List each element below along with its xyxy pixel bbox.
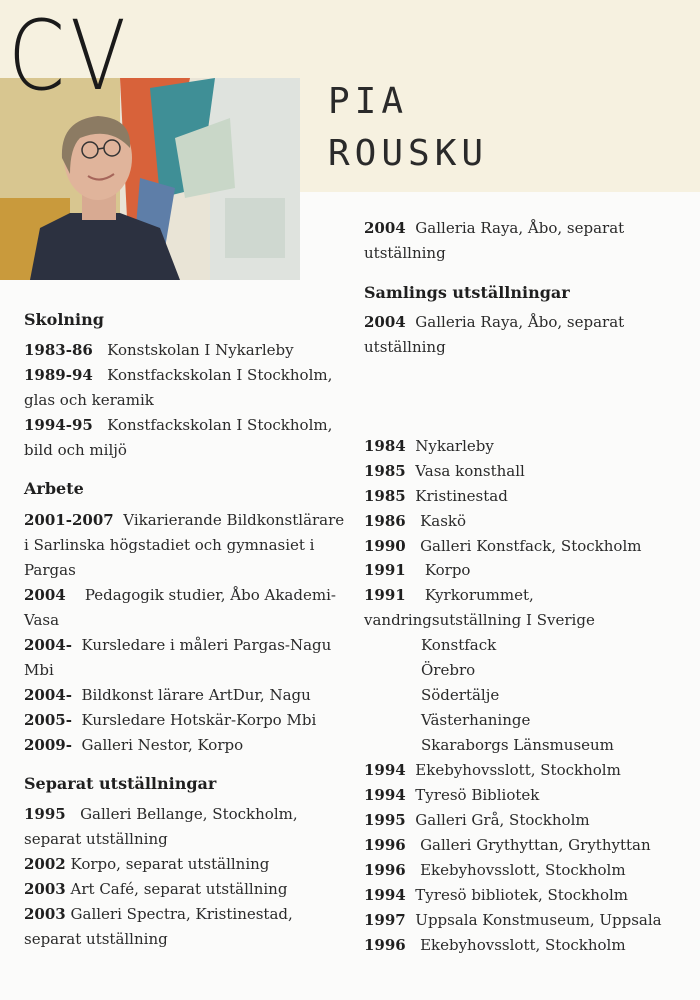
section-heading-separat: Separat utställningar xyxy=(24,774,217,793)
tour-venue: Södertälje xyxy=(421,686,500,704)
entry-year: 2004- xyxy=(24,636,72,654)
last-name: ROUSKU xyxy=(328,133,489,174)
entry-year: 1995 xyxy=(364,811,406,829)
list-item xyxy=(364,459,525,484)
list-item xyxy=(364,883,628,908)
entry-year: 1996 xyxy=(364,861,406,879)
entry-year: 1994 xyxy=(364,886,406,904)
entry-text: Galleri Grythyttan, Grythyttan xyxy=(420,836,651,854)
entry-year: 2002 xyxy=(24,855,66,873)
entry-year: 1985 xyxy=(364,462,406,480)
entry-year: 1991 xyxy=(364,586,406,604)
tour-venue: Skaraborgs Länsmuseum xyxy=(421,736,614,754)
entry-text: Galleria Raya, Åbo, separat xyxy=(415,313,625,331)
entry-text: Korpo xyxy=(424,561,471,579)
entry-text: Kyrkorummet, xyxy=(424,586,534,604)
list-item xyxy=(364,858,626,883)
entry-year: 1985 xyxy=(364,487,406,505)
entry-year: 1996 xyxy=(364,936,406,954)
entry-text: Ekebyhovsslott, Stockholm xyxy=(420,936,626,954)
list-item xyxy=(364,908,662,933)
entry-year: 2003 xyxy=(24,880,66,898)
entry-text: Galleri Konstfack, Stockholm xyxy=(420,537,642,555)
list-item xyxy=(24,633,331,658)
entry-continuation: Vasa xyxy=(24,611,60,629)
entry-text: Kursledare Hotskär-Korpo Mbi xyxy=(81,711,317,729)
section-heading-arbete: Arbete xyxy=(24,479,84,498)
entry-text: Galleri Grå, Stockholm xyxy=(415,811,590,829)
entry-text: Galleri Bellange, Stockholm, xyxy=(80,805,298,823)
list-item xyxy=(364,216,624,241)
entry-year: 2003 xyxy=(24,905,66,923)
entry-year: 2009- xyxy=(24,736,72,754)
entry-year: 2005- xyxy=(24,711,72,729)
list-item xyxy=(364,484,508,509)
entry-year: 1997 xyxy=(364,911,406,929)
entry-year: 2004 xyxy=(364,219,406,237)
entry-text: Kristinestad xyxy=(415,487,508,505)
list-item xyxy=(364,808,590,833)
list-item xyxy=(24,852,269,877)
entry-text: Konstskolan I Nykarleby xyxy=(107,341,294,359)
entry-continuation: utställning xyxy=(364,338,446,356)
list-item xyxy=(24,508,344,533)
entry-year: 2004- xyxy=(24,686,72,704)
entry-text: Vasa konsthall xyxy=(415,462,525,480)
section-heading-samlings: Samlings utställningar xyxy=(364,283,570,302)
entry-continuation: vandringsutställning I Sverige xyxy=(364,611,595,629)
entry-text: Tyresö Bibliotek xyxy=(415,786,540,804)
entry-text: Ekebyhovsslott, Stockholm xyxy=(420,861,626,879)
list-item xyxy=(364,933,626,958)
entry-continuation: separat utställning xyxy=(24,930,168,948)
entry-year: 1991 xyxy=(364,561,406,579)
entry-year: 1983-86 xyxy=(24,341,93,359)
entry-text: Galleri Spectra, Kristinestad, xyxy=(70,905,293,923)
list-item xyxy=(24,877,287,902)
list-item xyxy=(24,413,332,438)
entry-year: 1984 xyxy=(364,437,406,455)
entry-continuation: bild och miljö xyxy=(24,441,127,459)
entry-text: Vikarierande Bildkonstlärare xyxy=(123,511,345,529)
entry-year: 1986 xyxy=(364,512,406,530)
entry-text: Pedagogik studier, Åbo Akademi- xyxy=(84,586,336,604)
list-item xyxy=(364,833,651,858)
list-item xyxy=(364,310,624,335)
list-item xyxy=(24,338,294,363)
entry-text: Kursledare i måleri Pargas-Nagu xyxy=(81,636,332,654)
section-heading-skolning: Skolning xyxy=(24,310,104,329)
entry-year: 2001-2007 xyxy=(24,511,114,529)
list-item xyxy=(24,708,316,733)
entry-text: Galleria Raya, Åbo, separat xyxy=(415,219,625,237)
tour-venue: Konstfack xyxy=(421,636,497,654)
entry-text: Kaskö xyxy=(420,512,467,530)
entry-continuation: Mbi xyxy=(24,661,54,679)
list-item xyxy=(364,783,539,808)
list-item xyxy=(364,558,470,583)
entry-year: 1994 xyxy=(364,761,406,779)
list-item xyxy=(24,683,311,708)
entry-text: Ekebyhovsslott, Stockholm xyxy=(415,761,621,779)
list-item xyxy=(24,802,298,827)
list-item xyxy=(24,733,243,758)
artist-name xyxy=(328,76,488,180)
entry-text: Konstfackskolan I Stockholm, xyxy=(107,416,333,434)
entry-continuation: glas och keramik xyxy=(24,391,154,409)
list-item xyxy=(364,534,641,559)
list-item xyxy=(24,363,332,388)
entry-year: 1994-95 xyxy=(24,416,93,434)
list-item xyxy=(364,758,621,783)
list-item xyxy=(364,583,534,608)
entry-continuation: Pargas xyxy=(24,561,76,579)
entry-year: 1990 xyxy=(364,537,406,555)
entry-year: 2004 xyxy=(24,586,66,604)
entry-year: 1995 xyxy=(24,805,66,823)
entry-text: Konstfackskolan I Stockholm, xyxy=(107,366,333,384)
entry-text: Korpo, separat utställning xyxy=(70,855,270,873)
entry-text: Galleri Nestor, Korpo xyxy=(81,736,244,754)
entry-continuation: separat utställning xyxy=(24,830,168,848)
entry-continuation: utställning xyxy=(364,244,446,262)
first-name: PIA xyxy=(328,81,409,122)
tour-venue: Örebro xyxy=(421,661,476,679)
entry-year: 1994 xyxy=(364,786,406,804)
cv-title: CV xyxy=(8,0,131,112)
entry-year: 2004 xyxy=(364,313,406,331)
entry-text: Nykarleby xyxy=(415,437,494,455)
list-item xyxy=(364,434,494,459)
entry-year: 1996 xyxy=(364,836,406,854)
list-item xyxy=(364,509,466,534)
entry-year: 1989-94 xyxy=(24,366,93,384)
entry-continuation: i Sarlinska högstadiet och gymnasiet i xyxy=(24,536,315,554)
entry-text: Art Café, separat utställning xyxy=(70,880,288,898)
tour-venue: Västerhaninge xyxy=(421,711,531,729)
entry-text: Tyresö bibliotek, Stockholm xyxy=(415,886,629,904)
list-item xyxy=(24,583,336,608)
list-item xyxy=(24,902,293,927)
entry-text: Bildkonst lärare ArtDur, Nagu xyxy=(81,686,311,704)
entry-text: Uppsala Konstmuseum, Uppsala xyxy=(415,911,662,929)
